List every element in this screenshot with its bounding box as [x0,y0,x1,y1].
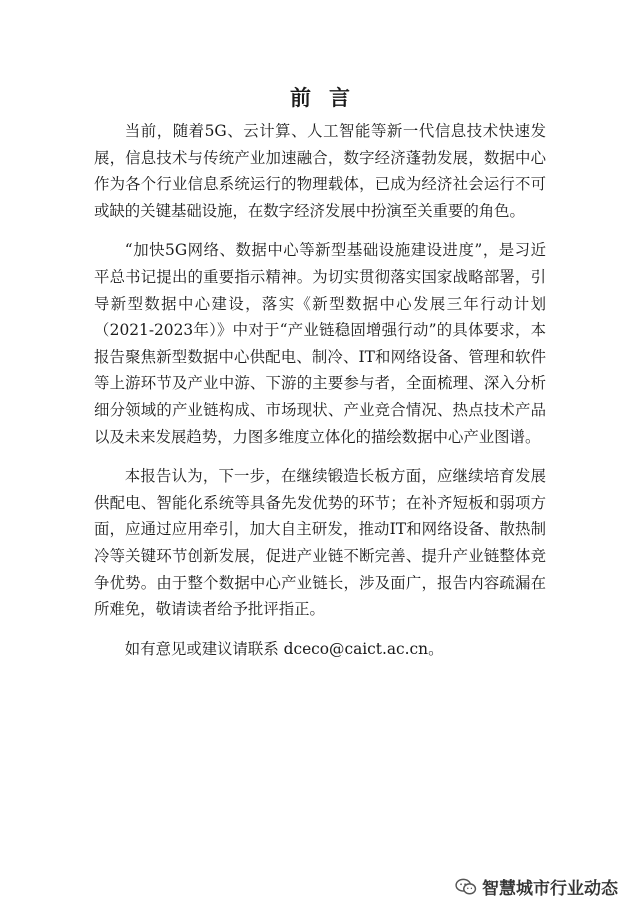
paragraph-contact: 如有意见或建议请联系 dceco@caict.ac.cn。 [124,639,444,658]
preface-body [94,118,546,675]
watermark-text: 智慧城市行业动态 [482,879,618,899]
wechat-icon [455,878,477,896]
paragraph-2: “加快5G网络、数据中心等新型基础设施建设进度”，是习近平总书记提出的重要指示精神。为切实贯彻落实国家战略部署，引导新型数据中心建设，落实《新型数据中心发展三年行动计划（2021-2023年）》中对于“产业链稳固增强行动”的具体要求，本报告聚焦新型数据中心供配电、制冷、IT和网络设备、管理和软件等上游环节及产业中游、下游的主要参与者，全面梳理、深入分析细分领域的产业链构成、市场现状、产业竞合情况、热点技术产品以及未来发展趋势，力图多维度立体化的描绘数据中心产业图谱。 [94,241,546,446]
page-title: 前言 [290,85,368,110]
watermark [455,874,618,899]
paragraph-3: 本报告认为，下一步，在继续锻造长板方面，应继续培育发展供配电、智能化系统等具备先发优势的环节；在补齐短板和弱项方面，应通过应用牵引，加大自主研发，推动IT和网络设备、散热制冷等关键环节创新发展，促进产业链不断完善、提升产业链整体竞争优势。由于整个数据中心产业链长，涉及面广，报告内容疏漏在所难免，敬请读者给予批评指正。 [94,467,546,619]
paragraph-1: 当前，随着5G、云计算、人工智能等新一代信息技术快速发展，信息技术与传统产业加速融合，数字经济蓬勃发展，数据中心作为各个行业信息系统运行的物理载体，已成为经济社会运行不可或缺的关键基础设施，在数字经济发展中扮演至关重要的角色。 [94,122,546,220]
